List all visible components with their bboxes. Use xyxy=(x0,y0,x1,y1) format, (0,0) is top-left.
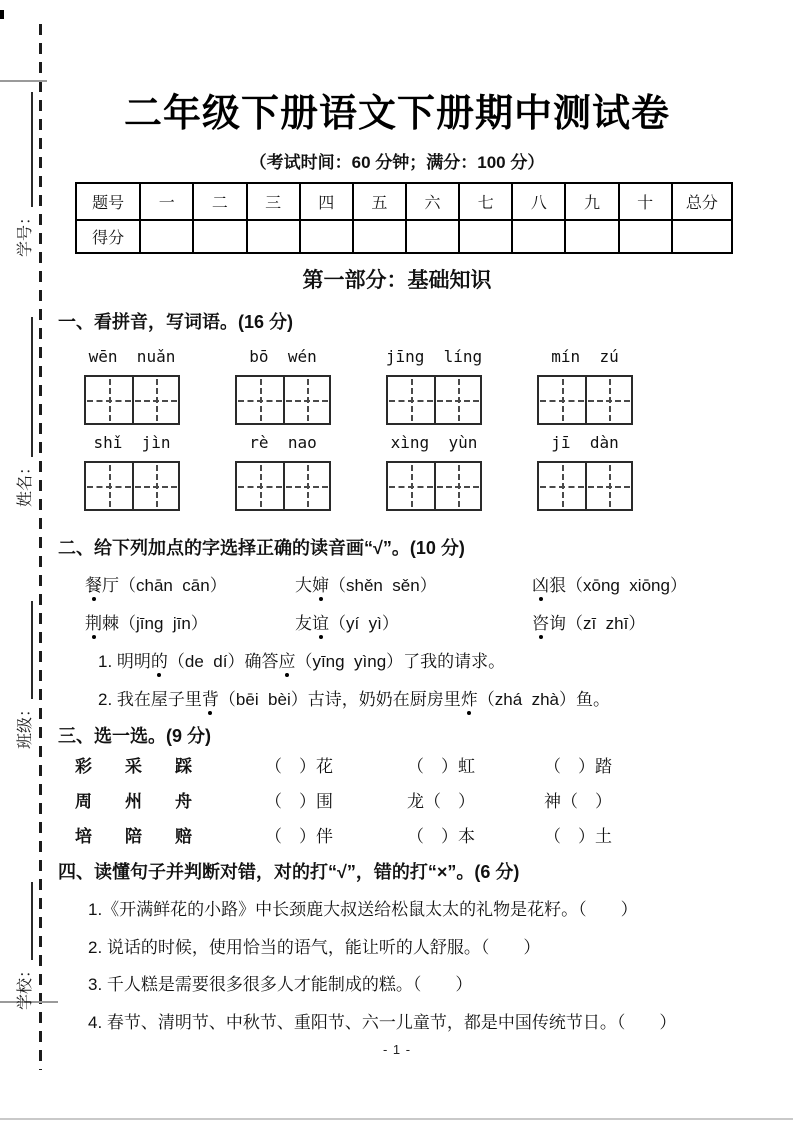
character-options xyxy=(75,787,265,812)
pinyin-label: wēn nuǎn xyxy=(88,347,176,366)
fill-blank-item: （ ）本 xyxy=(407,827,475,846)
score-empty-cell xyxy=(247,220,300,253)
pronunciation-item: 大婶（shěn sěn） xyxy=(295,576,437,595)
score-table-cell: 九 xyxy=(565,183,618,220)
pinyin-label: bō wén xyxy=(249,347,317,366)
school-field xyxy=(12,882,35,1010)
option-character: 采 xyxy=(125,757,142,776)
writing-grid-cell xyxy=(585,463,631,509)
writing-grid xyxy=(84,461,180,511)
pinyin-label: rè nao xyxy=(249,433,317,452)
pinyin-word-group xyxy=(538,347,632,425)
pinyin-word-group xyxy=(538,433,632,511)
question-4-heading: 四、读懂句子并判断对错，对的打“√”，错的打“×”。(6 分) xyxy=(58,862,520,882)
fill-blank-item: （ ）踏 xyxy=(544,757,612,776)
writing-grid xyxy=(84,375,180,425)
option-character: 舟 xyxy=(175,792,192,811)
judgment-item: 2. 说话的时候，使用恰当的语气，能让听的人舒服。（ ） xyxy=(88,938,541,957)
writing-grid-cell xyxy=(388,463,434,509)
margin-tick-top xyxy=(0,80,47,82)
fill-blank-item: （ ）围 xyxy=(265,792,333,811)
writing-grid-cell xyxy=(539,377,585,423)
option-character: 培 xyxy=(75,827,92,846)
question-1-heading: 一、看拼音，写词语。(16 分) xyxy=(58,312,294,332)
score-table-cell: 四 xyxy=(300,183,353,220)
score-table-cell: 一 xyxy=(140,183,193,220)
score-table-header-row xyxy=(76,183,732,220)
pinyin-word-group xyxy=(85,433,179,511)
exam-content xyxy=(58,0,736,1121)
score-empty-cell xyxy=(353,220,406,253)
writing-grid-cell xyxy=(132,463,178,509)
score-table-cell: 五 xyxy=(353,183,406,220)
score-empty-cell xyxy=(406,220,459,253)
class-label: 班级： xyxy=(17,700,34,749)
student-id-label: 学号： xyxy=(17,208,34,257)
score-label-cell: 得分 xyxy=(76,220,140,253)
class-field xyxy=(12,601,35,749)
writing-grid-cell xyxy=(237,377,283,423)
score-table xyxy=(75,182,733,254)
fill-blank-item: （ ）伴 xyxy=(265,827,333,846)
writing-grid-cell xyxy=(539,463,585,509)
scan-edge-mark xyxy=(0,10,4,19)
fill-blank-item: 龙（ ） xyxy=(407,792,475,811)
option-character: 州 xyxy=(125,792,142,811)
score-table-cell: 三 xyxy=(247,183,300,220)
student-id-field xyxy=(12,92,35,257)
pronunciation-choice-row xyxy=(58,571,736,596)
score-empty-cell xyxy=(300,220,353,253)
score-table-score-row xyxy=(76,220,732,253)
option-character: 赔 xyxy=(175,827,192,846)
judgment-item: 4. 春节、清明节、中秋节、重阳节、六一儿童节，都是中国传统节日。（ ） xyxy=(88,1013,677,1032)
pinyin-word-group xyxy=(236,433,330,511)
option-character: 周 xyxy=(75,792,92,811)
writing-grid xyxy=(235,375,331,425)
question-2-heading: 二、给下列加点的字选择正确的读音画“√”。(10 分) xyxy=(58,538,465,558)
blank-line xyxy=(17,601,33,699)
page-number: - 1 - xyxy=(382,1042,412,1057)
writing-grid-cell xyxy=(237,463,283,509)
writing-grid xyxy=(537,461,633,511)
pronunciation-item: 荆棘（jīng jīn） xyxy=(85,614,208,633)
writing-grid-cell xyxy=(283,463,329,509)
writing-grid-cell xyxy=(132,377,178,423)
pinyin-word-group xyxy=(387,347,481,425)
writing-grid-cell xyxy=(86,463,132,509)
writing-grid-cell xyxy=(388,377,434,423)
pinyin-label: jī dàn xyxy=(551,433,619,452)
character-options xyxy=(75,752,265,777)
judgment-item: 1.《开满鲜花的小路》中长颈鹿大叔送给松鼠太太的礼物是花籽。（ ） xyxy=(88,900,638,919)
fill-blank-item: 神（ ） xyxy=(544,792,612,811)
blank-line xyxy=(17,92,33,207)
score-empty-cell xyxy=(619,220,672,253)
score-empty-cell xyxy=(459,220,512,253)
pinyin-label: xìng yùn xyxy=(390,433,478,452)
fill-blank-item: （ ）虹 xyxy=(407,757,475,776)
score-empty-cell xyxy=(512,220,565,253)
seal-dashed-line xyxy=(39,24,42,1070)
exam-info: （考试时间：60 分钟；满分：100 分） xyxy=(249,153,545,172)
option-character: 彩 xyxy=(75,757,92,776)
writing-grid xyxy=(537,375,633,425)
score-empty-cell xyxy=(193,220,246,253)
blank-line xyxy=(17,317,33,457)
fill-blank-item: （ ）土 xyxy=(544,827,612,846)
writing-grid xyxy=(386,375,482,425)
writing-grid-cell xyxy=(86,377,132,423)
pronunciation-choice-row xyxy=(58,609,736,634)
pinyin-word-group xyxy=(236,347,330,425)
pronunciation-item: 咨询（zī zhī） xyxy=(532,614,646,633)
pronunciation-item: 凶狠（xōng xiōng） xyxy=(532,576,687,595)
option-character: 踩 xyxy=(175,757,192,776)
pronunciation-item: 餐厅（chān cān） xyxy=(85,576,227,595)
writing-grid xyxy=(235,461,331,511)
pinyin-grid-row xyxy=(58,433,632,511)
pinyin-label: jīng líng xyxy=(385,347,483,366)
pinyin-label: shǐ jìn xyxy=(93,433,171,452)
score-empty-cell xyxy=(140,220,193,253)
judgment-item: 3. 千人糕是需要很多很多人才能制成的糕。（ ） xyxy=(88,975,473,994)
score-table-cell: 二 xyxy=(193,183,246,220)
pronunciation-item: 友谊（yí yì） xyxy=(295,614,399,633)
score-table-cell: 六 xyxy=(406,183,459,220)
character-options xyxy=(75,822,265,847)
writing-grid-cell xyxy=(434,463,480,509)
writing-grid-cell xyxy=(283,377,329,423)
writing-grid-cell xyxy=(434,377,480,423)
blank-line xyxy=(17,882,33,960)
score-table-cell: 八 xyxy=(512,183,565,220)
character-choice-row xyxy=(58,787,736,812)
character-choice-row xyxy=(58,822,736,847)
pinyin-word-group xyxy=(387,433,481,511)
name-label: 姓名： xyxy=(17,458,34,507)
section-header: 第一部分：基础知识 xyxy=(302,269,492,292)
score-table-cell: 十 xyxy=(619,183,672,220)
score-table-cell: 七 xyxy=(459,183,512,220)
score-empty-cell xyxy=(565,220,618,253)
exam-title: 二年级下册语文下册期中测试卷 xyxy=(123,93,670,135)
character-choice-row xyxy=(58,752,736,777)
fill-blank-item: （ ）花 xyxy=(265,757,333,776)
score-empty-cell xyxy=(672,220,732,253)
pronunciation-sentence: 1. 明明的（de dí）确答应（yīng yìng）了我的请求。 xyxy=(98,652,506,671)
option-character: 陪 xyxy=(125,827,142,846)
pinyin-word-group xyxy=(85,347,179,425)
writing-grid xyxy=(386,461,482,511)
pinyin-grid-row xyxy=(58,347,632,425)
question-3-heading: 三、选一选。(9 分) xyxy=(58,726,211,746)
name-field xyxy=(12,317,35,507)
pronunciation-sentence: 2. 我在屋子里背（bēi bèi）古诗，奶奶在厨房里炸（zhá zhà）鱼。 xyxy=(98,690,610,709)
pinyin-label: mín zú xyxy=(551,347,619,366)
score-table-cell: 题号 xyxy=(76,183,140,220)
score-table-cell: 总分 xyxy=(672,183,732,220)
writing-grid-cell xyxy=(585,377,631,423)
school-label: 学校： xyxy=(17,961,34,1010)
